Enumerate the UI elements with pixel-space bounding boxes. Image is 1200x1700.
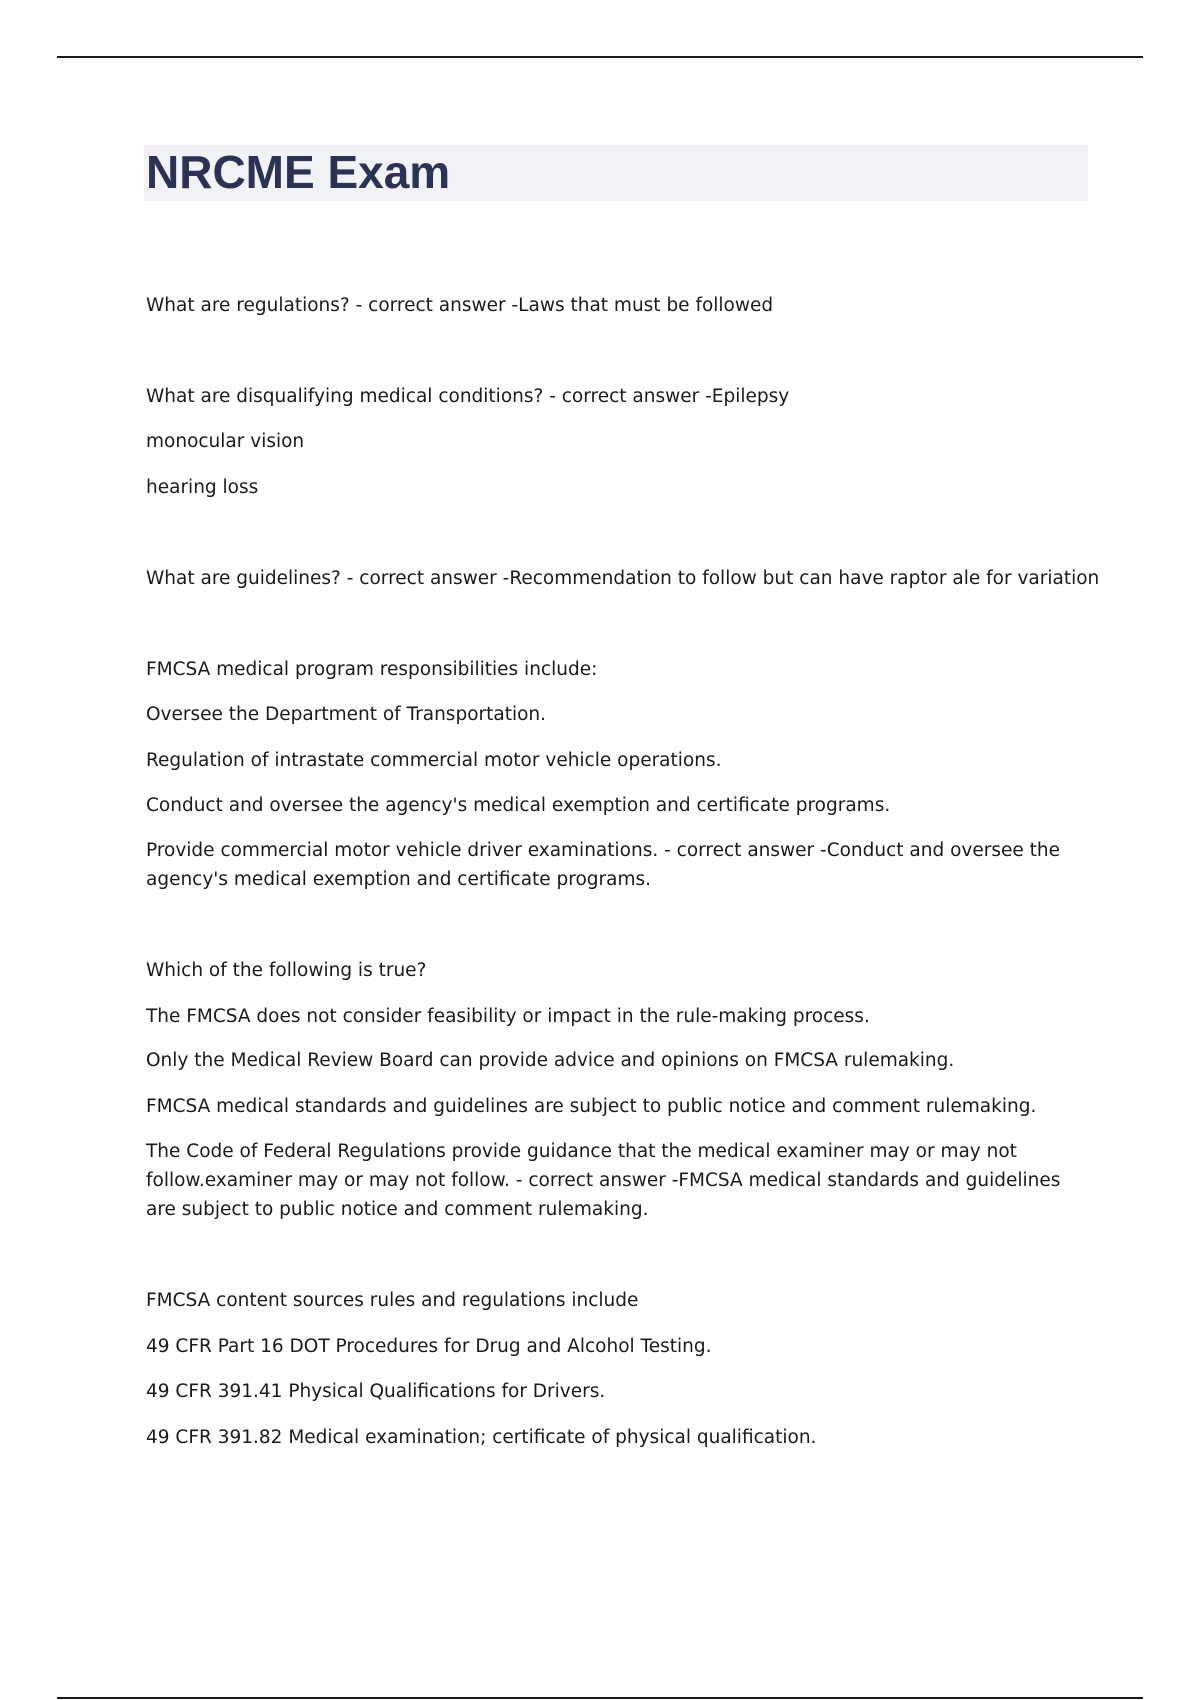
top-rule <box>57 56 1143 58</box>
qa-2-line-3: hearing loss <box>146 477 259 498</box>
bottom-rule <box>57 1697 1143 1699</box>
qa-5-line-1: Which of the following is true? <box>146 960 427 981</box>
qa-6-line-4: 49 CFR 391.82 Medical examination; certificate of physical qualification. <box>146 1427 817 1448</box>
qa-5-line-3: Only the Medical Review Board can provide advice and opinions on FMCSA rulemaking. <box>146 1050 955 1071</box>
qa-4-line-2: Oversee the Department of Transportation. <box>146 704 547 725</box>
qa-4-line-4: Conduct and oversee the agency's medical exemption and certificate programs. <box>146 795 891 816</box>
qa-4-line-1: FMCSA medical program responsibilities include: <box>146 659 598 680</box>
qa-2-line-2: monocular vision <box>146 431 305 452</box>
qa-5-line-5: The Code of Federal Regulations provide guidance that the medical examiner may or may not follow.examiner may or may not follow. - correct answer -FMCSA medical standards and guidelines are subject to public notice and comment rulemaking. <box>146 1141 1061 1220</box>
qa-4-line-3: Regulation of intrastate commercial motor vehicle operations. <box>146 750 722 771</box>
qa-5-line-4: FMCSA medical standards and guidelines are subject to public notice and comment rulemaking. <box>146 1096 1037 1117</box>
qa-1-line-1: What are regulations? - correct answer -Laws that must be followed <box>146 295 774 316</box>
page-title: NRCME Exam <box>146 146 451 198</box>
qa-6-line-1: FMCSA content sources rules and regulations include <box>146 1290 639 1311</box>
qa-5-line-2: The FMCSA does not consider feasibility or impact in the rule-making process. <box>146 1006 870 1027</box>
qa-2-line-1: What are disqualifying medical conditions? - correct answer -Epilepsy <box>146 386 790 407</box>
qa-6-line-2: 49 CFR Part 16 DOT Procedures for Drug and Alcohol Testing. <box>146 1336 712 1357</box>
qa-3-line-1: What are guidelines? - correct answer -Recommendation to follow but can have raptor ale for variation <box>146 568 1100 589</box>
qa-4-line-5: Provide commercial motor vehicle driver examinations. - correct answer -Conduct and oversee the agency's medical exemption and certificate programs. <box>146 840 1061 890</box>
qa-6-line-3: 49 CFR 391.41 Physical Qualifications for Drivers. <box>146 1381 606 1402</box>
